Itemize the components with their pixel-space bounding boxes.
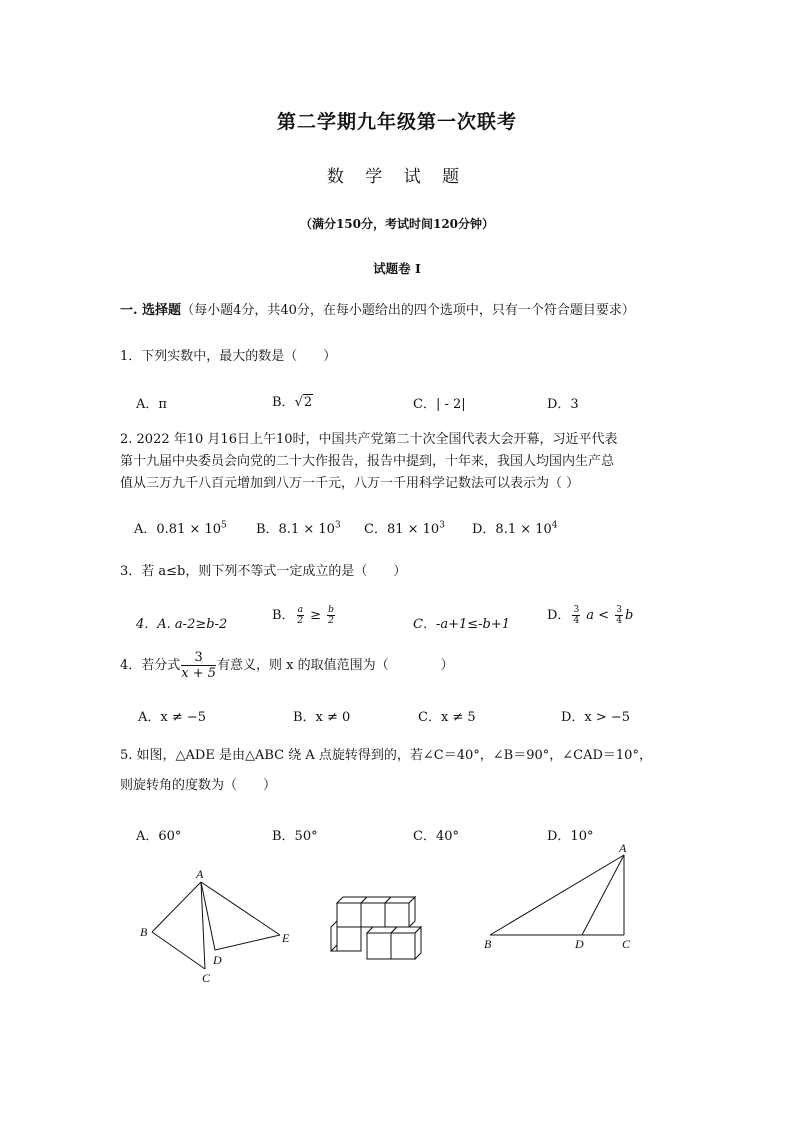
segment-ad <box>201 882 215 950</box>
right-triangle-figure <box>478 840 648 955</box>
q4-fraction <box>181 650 216 681</box>
q4-option-a: A．x ≠ −5 <box>138 710 207 725</box>
q3-stem: 3．若 a≤b，则下列不等式一定成立的是（ ） <box>120 564 407 579</box>
q2-line-2: 第十九届中央委员会向党的二十大作报告，报告中提到，十年来，我国人均国内生产总 <box>120 454 615 469</box>
q3-option-b <box>272 604 337 626</box>
label-c: C <box>622 937 631 951</box>
q3-option-c: C．-a+1≤-b+1 <box>413 617 511 632</box>
label-b: B <box>484 937 492 951</box>
cube-front <box>385 903 409 927</box>
q2-option-a-exp: 5 <box>221 520 227 531</box>
volume-label: 试题卷 I <box>373 261 421 276</box>
q2-option-a-base: A．0.81 × 10 <box>134 522 222 537</box>
exam-subtitle: 数 学 试 题 <box>326 167 468 187</box>
q1-stem: 1．下列实数中，最大的数是（ ） <box>120 349 337 364</box>
q3-option-d-tail: b <box>624 608 634 623</box>
section-desc: （每小题4分，共40分，在每小题给出的四个选项中，只有一个符合题目要求） <box>181 303 635 318</box>
label-c: C <box>202 971 211 985</box>
q4-option-d: D．x > −5 <box>561 710 631 725</box>
cube-front <box>391 933 415 959</box>
q2-option-b <box>256 518 341 537</box>
q3-option-d-prefix: D． <box>547 608 571 623</box>
cube-stack-figure <box>325 893 435 973</box>
label-d: D <box>213 953 222 967</box>
frac-den: 2 <box>297 616 304 626</box>
label-e: E <box>282 931 290 945</box>
q3-option-b-frac2 <box>327 605 335 626</box>
q2-option-d-base: D．8.1 × 10 <box>472 522 552 537</box>
exam-title: 第二学期九年级第一次联考 <box>276 111 517 133</box>
q3-option-b-mid: ≥ <box>305 608 326 623</box>
q2-option-d <box>472 518 558 537</box>
q5-line-1: 5. 如图，△ADE 是由△ABC 绕 A 点旋转得到的，若∠C＝40°，∠B＝90°，∠CAD＝10°， <box>120 748 652 763</box>
q3-option-b-frac1 <box>297 605 304 626</box>
q4-stem-pre: 4．若分式 <box>120 658 181 673</box>
segment-ae <box>201 882 280 935</box>
q2-option-b-exp: 3 <box>334 520 341 531</box>
q5-option-d: D．10° <box>547 829 594 844</box>
q4-option-c: C．x ≠ 5 <box>418 710 476 725</box>
cube-front <box>367 933 391 959</box>
frac-num: a <box>297 605 303 615</box>
q1-option-a: A．π <box>136 397 167 412</box>
q2-option-c <box>364 518 445 537</box>
q5-option-a: A．60° <box>136 829 182 844</box>
segment-bc <box>152 932 205 969</box>
frac-num: b <box>328 605 334 615</box>
frac-num: 3 <box>616 605 622 615</box>
q2-option-c-base: C．81 × 10 <box>364 522 440 537</box>
q3-option-d-frac1 <box>572 605 580 626</box>
label-b: B <box>140 925 148 939</box>
label-a: A <box>619 841 627 855</box>
q4-stem-post: 有意义，则 x 的取值范围为（ ） <box>217 658 454 673</box>
cube-front <box>337 903 361 927</box>
section-heading <box>120 300 635 322</box>
segment-ac <box>201 882 205 969</box>
segment-ab <box>490 855 624 935</box>
rotation-figure <box>130 862 300 987</box>
cube-side <box>331 921 337 951</box>
q3-option-d-frac2 <box>615 605 623 626</box>
cube-side <box>409 897 415 927</box>
frac-num: 3 <box>181 650 216 666</box>
q1-option-b-prefix: B． <box>272 395 295 410</box>
q1-option-b <box>272 391 313 410</box>
q5-line-2: 则旋转角的度数为（ ） <box>120 778 277 793</box>
q1-option-c: C．| - 2| <box>413 397 466 412</box>
q2-line-3: 值从三万九千八百元增加到八万一千元，八万一千用科学记数法可以表示为（ ） <box>120 476 580 491</box>
q1-option-b-radicand: 2 <box>303 395 313 410</box>
q4-stem <box>120 650 454 681</box>
q3-option-d <box>547 604 633 626</box>
q2-option-a <box>134 518 227 537</box>
q5-option-c: C．40° <box>413 829 459 844</box>
label-d: D <box>575 937 584 951</box>
frac-den: x + 5 <box>181 666 217 681</box>
q2-option-c-exp: 3 <box>439 520 445 531</box>
q2-option-d-exp: 4 <box>551 520 558 531</box>
frac-den: 2 <box>328 616 334 626</box>
q3-option-d-mid: a < <box>582 608 614 623</box>
q3-option-b-prefix: B． <box>272 608 295 623</box>
cube-front <box>361 903 385 927</box>
segment-ab <box>152 882 201 932</box>
q4-option-b: B．x ≠ 0 <box>293 710 351 725</box>
segment-de <box>215 935 280 950</box>
q5-option-b: B．50° <box>272 829 318 844</box>
label-a: A <box>196 867 204 881</box>
q2-line-1: 2. 2022 年10 月16日上午10时，中国共产党第二十次全国代表大会开幕，习近平代表 <box>120 432 618 447</box>
frac-den: 4 <box>616 616 622 626</box>
cube-side <box>415 927 421 959</box>
section-label: 一. 选择题 <box>120 303 182 318</box>
q2-option-b-base: B．8.1 × 10 <box>256 522 335 537</box>
q3-option-a: 4．A. a-2≥b-2 <box>136 617 228 632</box>
sqrt-symbol: √2 <box>294 395 313 410</box>
frac-num: 3 <box>573 605 580 615</box>
frac-den: 4 <box>573 616 580 626</box>
q1-option-d: D．3 <box>547 397 579 412</box>
exam-note: （满分150分，考试时间120分钟） <box>299 217 495 231</box>
cube-front <box>337 927 361 951</box>
